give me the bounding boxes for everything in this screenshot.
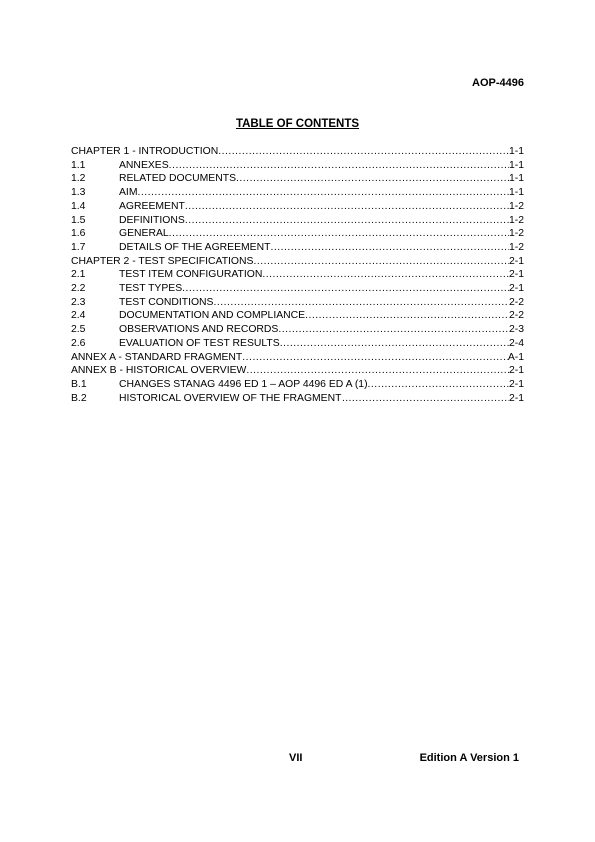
toc-dot-leader [262, 268, 509, 282]
toc-entry[interactable] [71, 296, 524, 310]
toc-entry-page: A-1 [507, 351, 524, 363]
toc-entry-number: 1.4 [71, 200, 86, 212]
toc-dot-leader [236, 172, 509, 186]
toc-entry-number: 1.3 [71, 187, 86, 199]
toc-entry-title: ANNEX A - STANDARD FRAGMENT [71, 351, 243, 363]
toc-dot-leader [352, 392, 509, 406]
toc-entry-page: 1-1 [508, 159, 524, 171]
toc-entry-number: B.1 [71, 378, 87, 390]
toc-entry-title: TEST ITEM CONFIGURATION [119, 269, 263, 281]
toc-dot-leader [246, 364, 509, 378]
toc-entry-number: 1.1 [71, 159, 86, 171]
toc-entry-number: 2.4 [71, 310, 86, 322]
toc-entry-title: DOCUMENTATION AND COMPLIANCE [119, 310, 306, 322]
toc-entry-page: 1-1 [508, 173, 524, 185]
toc-entry-page: 2-4 [508, 337, 524, 349]
footer-page-number: VII [289, 752, 303, 764]
toc-entry-title: DETAILS OF THE AGREEMENT [119, 241, 271, 253]
toc-entry-title: OBSERVATIONS AND RECORDS [119, 324, 279, 336]
toc-entry[interactable] [71, 172, 524, 186]
toc-dot-leader [218, 145, 509, 159]
toc-dot-leader [305, 309, 509, 323]
toc-dot-leader [368, 378, 509, 392]
toc-entry-title: CHAPTER 1 - INTRODUCTION [71, 146, 219, 157]
footer-edition: Edition A Version 1 [419, 752, 519, 764]
toc-entry-title: CHAPTER 2 - TEST SPECIFICATIONS [71, 255, 254, 267]
toc-entry-page: 2-2 [508, 296, 524, 308]
toc-entry-page: 2-3 [508, 324, 524, 336]
toc-dot-leader [137, 186, 508, 200]
toc-entry[interactable] [71, 214, 524, 228]
toc-dot-leader [214, 296, 509, 310]
document-code: AOP-4496 [472, 77, 524, 89]
toc-entry-title: ANNEX B - HISTORICAL OVERVIEW [71, 365, 247, 377]
toc-dot-leader [278, 323, 509, 337]
toc-entry-title: AGREEMENT [119, 200, 185, 212]
toc-entry[interactable] [71, 145, 524, 159]
toc-entry-title: TEST CONDITIONS [119, 296, 214, 308]
toc-entry-number: 2.2 [71, 283, 86, 295]
toc-entry-page: 2-1 [508, 269, 524, 281]
toc-entry-number: 1.7 [71, 241, 86, 253]
toc-entry[interactable] [71, 227, 524, 241]
toc-entry[interactable] [71, 282, 524, 296]
toc-dot-leader [253, 255, 509, 269]
toc-entry-page: 2-1 [508, 392, 524, 404]
toc-dot-leader [185, 214, 509, 228]
toc-dot-leader [169, 159, 509, 173]
toc-entry-number: 1.2 [71, 173, 86, 185]
toc-entry-page: 1-2 [508, 241, 524, 253]
toc-entry[interactable] [71, 309, 524, 323]
toc-entry-number: 1.6 [71, 228, 86, 240]
toc-entry[interactable] [71, 186, 524, 200]
toc-entry-number: B.2 [71, 392, 87, 404]
toc-entry-number: 2.1 [71, 269, 86, 281]
toc-entry-title: DEFINITIONS [119, 214, 185, 226]
toc-entry-number: 1.5 [71, 214, 86, 226]
toc-entry-page: 2-1 [508, 283, 524, 295]
toc-dot-leader [280, 337, 509, 351]
toc-title: TABLE OF CONTENTS [235, 118, 360, 130]
toc-entry[interactable] [71, 159, 524, 173]
toc-entry-title: EVALUATION OF TEST RESULTS [119, 337, 280, 349]
toc-entry-page: 2-1 [508, 255, 524, 267]
toc-dot-leader [182, 282, 509, 296]
toc-dot-leader [169, 227, 509, 241]
toc-entry-number: 2.6 [71, 337, 86, 349]
toc-entry[interactable] [71, 337, 524, 351]
toc-entry-title: AIM [119, 187, 138, 199]
toc-dot-leader [270, 241, 509, 255]
toc-entry-number: 2.5 [71, 324, 86, 336]
toc-entry-page: 2-2 [508, 310, 524, 322]
toc-dot-leader [185, 200, 509, 214]
toc-entry-title: CHANGES STANAG 4496 ED 1 – AOP 4496 ED A (1) [119, 378, 368, 390]
toc-entry-page: 1-2 [508, 214, 524, 226]
toc-entry[interactable] [71, 268, 524, 282]
toc-entry[interactable] [71, 378, 524, 392]
toc-entry-page: 2-1 [508, 365, 524, 377]
toc-entry[interactable] [71, 364, 524, 378]
toc-entry-title: TEST TYPES [119, 283, 183, 295]
toc-entry-page: 1-2 [508, 228, 524, 240]
toc-entry[interactable] [71, 323, 524, 337]
toc-entry-page: 1-1 [508, 146, 524, 157]
toc-entry[interactable] [71, 241, 524, 255]
toc-entry[interactable] [71, 200, 524, 214]
toc-entry-page: 1-1 [508, 187, 524, 199]
toc-entry[interactable] [71, 351, 524, 365]
toc-entry[interactable] [71, 392, 524, 406]
toc-entry-page: 1-2 [508, 200, 524, 212]
toc-entry[interactable] [71, 255, 524, 269]
toc-entry-number: 2.3 [71, 296, 86, 308]
toc-dot-leader [242, 351, 508, 365]
toc-entry-title: HISTORICAL OVERVIEW OF THE FRAGMENT… [119, 392, 352, 404]
table-of-contents [71, 145, 524, 405]
toc-entry-title: ANNEXES [119, 159, 169, 171]
toc-entry-page: 2-1 [508, 378, 524, 390]
toc-entry-title: GENERAL [119, 228, 169, 240]
toc-entry-title: RELATED DOCUMENTS [119, 173, 237, 185]
